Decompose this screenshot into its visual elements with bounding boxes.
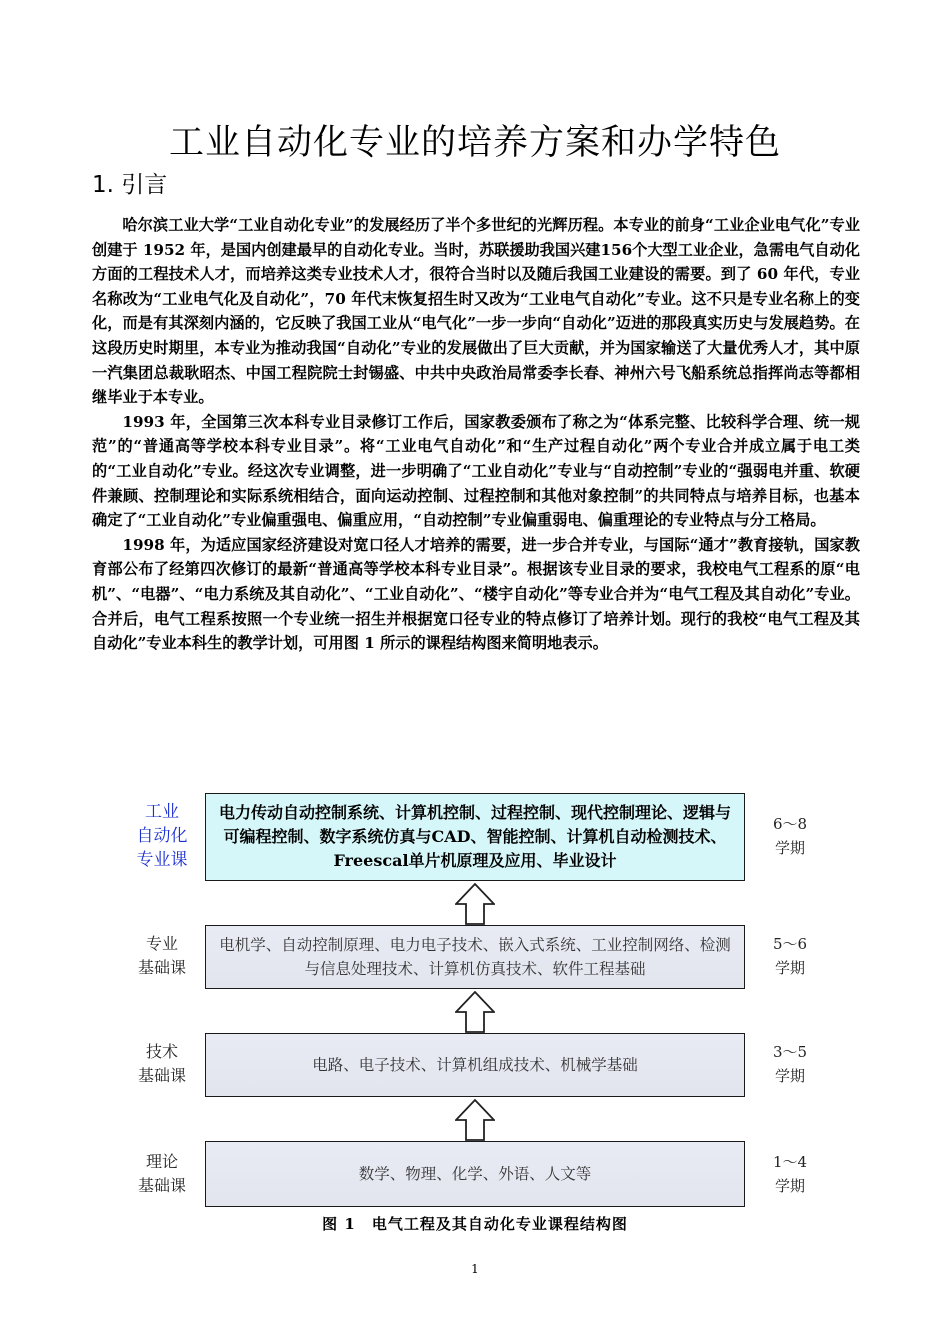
up-arrow-icon xyxy=(455,883,495,925)
tier-box-professional-basics: 电机学、自动控制原理、电力电子技术、嵌入式系统、工业控制网络、检测与信息处理技术、计算机仿真技术、软件工程基础 xyxy=(205,925,745,989)
body-text xyxy=(92,213,860,656)
course-structure-diagram xyxy=(110,786,850,1206)
tier-box-theory-basics: 数学、物理、化学、外语、人文等 xyxy=(205,1141,745,1207)
tier-term-specialty: 6～8 学期 xyxy=(772,815,808,857)
page-title: 工业自动化专业的培养方案和办学特色 xyxy=(168,123,781,164)
tier-term-technical-basics: 3～5 学期 xyxy=(772,1043,808,1085)
tier-term-professional-basics: 5～6 学期 xyxy=(772,935,808,977)
section-heading: 1. 引言 xyxy=(92,172,168,198)
paragraph: 1998 年，为适应国家经济建设对宽口径人才培养的需要，进一步合并专业，与国际“通才”教育接轨，国家教育部公布了经第四次修订的最新“普通高等学校本科专业目录”。根据该专业目录的要求，我校电气工程系的原“电机”、“电器”、“电力系统及其自动化”、“工业自动化”、“楼宇自动化”等专业合并为“电气工程及其自动化”专业。合并后，电气工程系按照一个专业统一招生并根据宽口径专业的特点修订了培养计划。现行的我校“电气工程及其自动化”专业本科生的教学计划，可用图 1 所示的课程结构图来简明地表示。 xyxy=(92,535,860,653)
tier-label-theory-basics: 理论 基础课 xyxy=(137,1152,186,1195)
page-number: 1 xyxy=(471,1262,479,1276)
up-arrow-icon xyxy=(455,991,495,1033)
tier-box-technical-basics: 电路、电子技术、计算机组成技术、机械学基础 xyxy=(205,1033,745,1097)
tier-term-theory-basics: 1～4 学期 xyxy=(772,1153,808,1195)
tier-label-professional-basics: 专业 基础课 xyxy=(137,934,186,977)
tier-label-specialty: 工业 自动化 专业课 xyxy=(136,802,188,870)
paragraph: 1993 年，全国第三次本科专业目录修订工作后，国家教委颁布了称之为“体系完整、比较科学合理、统一规范”的“普通高等学校本科专业目录”。将“工业电气自动化”和“生产过程自动化”两个专业合并成立属于电工类的“工业自动化”专业。经这次专业调整，进一步明确了“工业自动化”专业与“自动控制”专业的“强弱电并重、软硬件兼顾、控制理论和实际系统相结合，面向运动控制、过程控制和其他对象控制”的共同特点与培养目标，也基本确定了“工业自动化”专业偏重强电、偏重应用，“自动控制”专业偏重弱电、偏重理论的专业特点与分工格局。 xyxy=(92,412,860,530)
tier-box-specialty: 电力传动自动控制系统、计算机控制、过程控制、现代控制理论、逻辑与可编程控制、数字系统仿真与CAD、智能控制、计算机自动检测技术、Freescal单片机原理及应用、毕业设计 xyxy=(205,793,745,881)
figure-caption: 图 1 电气工程及其自动化专业课程结构图 xyxy=(322,1215,628,1233)
tier-label-technical-basics: 技术 基础课 xyxy=(137,1042,186,1085)
paragraph: 哈尔滨工业大学“工业自动化专业”的发展经历了半个多世纪的光辉历程。本专业的前身“工业企业电气化”专业创建于 1952 年，是国内创建最早的自动化专业。当时，苏联援助我国兴建156个大型工业企业，急需电气自动化方面的工程技术人才，而培养这类专业技术人才，很符合当时以及随后我国工业建设的需要。到了 60 年代，专业名称改为“工业电气化及自动化”，70 年代末恢复招生时又改为“工业电气自动化”专业。这不只是专业名称上的变化，而是有其深刻内涵的，它反映了我国工业从“电气化”一步一步向“自动化”迈进的那段真实历史与发展趋势。在这段历史时期里，本专业为推动我国“自动化”专业的发展做出了巨大贡献，并为国家输送了大量优秀人才，其中原一汽集团总裁耿昭杰、中国工程院院士封锡盛、中共中央政治局常委李长春、神州六号飞船系统总指挥尚志等都相继毕业于本专业。 xyxy=(92,216,860,407)
up-arrow-icon xyxy=(455,1099,495,1141)
